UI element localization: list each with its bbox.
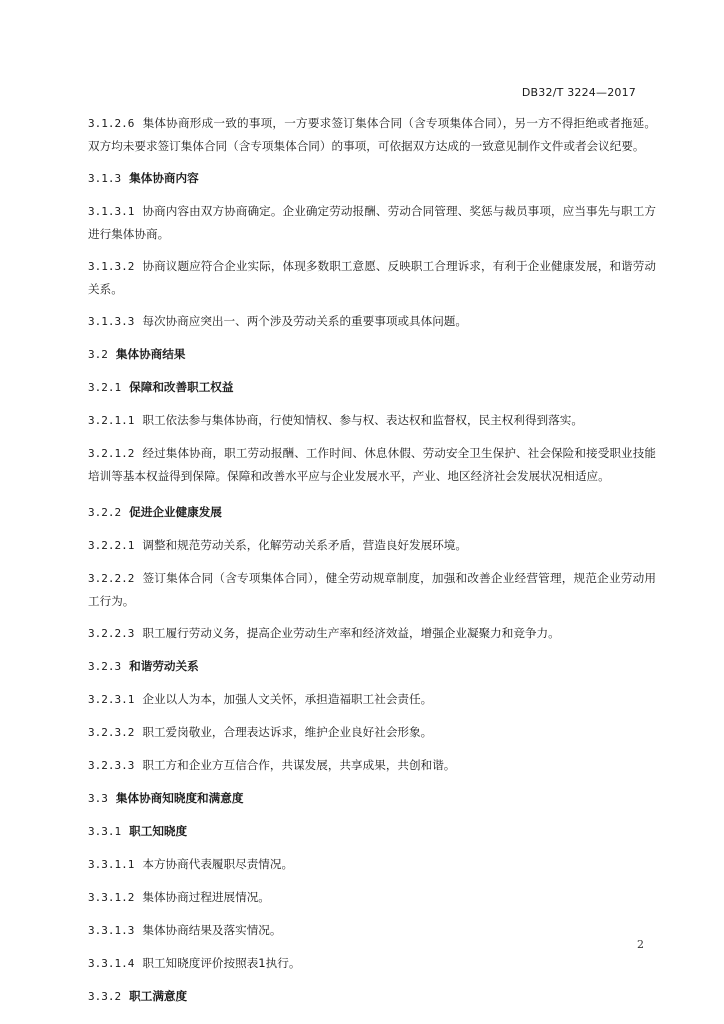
clause-text: 本方协商代表履职尽责情况。 (142, 857, 294, 871)
clause-3-2-1-1 (88, 409, 656, 432)
document-body (88, 112, 656, 1018)
clause-text: 调整和规范劳动关系，化解劳动关系矛盾，营造良好发展环境。 (142, 538, 467, 552)
heading-3-1-3 (88, 167, 656, 190)
clause-number: 3.1.2.6 (88, 117, 135, 130)
clause-number: 3.3.1.3 (88, 924, 135, 937)
clause-text: 职工履行劳动义务，提高企业劳动生产率和经济效益，增强企业凝聚力和竞争力。 (142, 626, 560, 640)
clause-3-1-3-1 (88, 200, 656, 245)
clause-number: 3.2.3.1 (88, 693, 135, 706)
heading-text: 促进企业健康发展 (129, 505, 222, 519)
heading-number: 3.2.3 (88, 660, 122, 673)
heading-3-3-2 (88, 985, 656, 1008)
clause-number: 3.1.3.1 (88, 205, 135, 218)
clause-number: 3.1.3.2 (88, 260, 135, 273)
clause-number: 3.2.2.1 (88, 539, 135, 552)
clause-3-1-3-3 (88, 310, 656, 333)
document-code: DB32/T 3224—2017 (521, 86, 636, 99)
clause-text: 经过集体协商，职工劳动报酬、工作时间、休息休假、劳动安全卫生保护、社会保险和接受职业技能培训等基本权益得到保障。保障和改善水平应与企业发展水平，产业、地区经济社会发展状况相适应。 (88, 446, 656, 483)
heading-number: 3.3 (88, 792, 108, 805)
clause-number: 3.2.1.1 (88, 414, 135, 427)
page-number: 2 (637, 938, 644, 951)
clause-text: 集体协商过程进展情况。 (142, 890, 270, 904)
heading-text: 保障和改善职工权益 (129, 380, 234, 394)
heading-text: 集体协商知晓度和满意度 (115, 791, 244, 805)
heading-text: 集体协商结果 (115, 347, 186, 361)
heading-number: 3.3.1 (88, 825, 122, 838)
clause-3-1-2-6 (88, 112, 656, 157)
heading-text: 集体协商内容 (129, 171, 199, 185)
clause-3-3-1-2 (88, 886, 656, 909)
clause-number: 3.2.2.2 (88, 572, 135, 585)
heading-text: 职工满意度 (129, 989, 188, 1003)
clause-text: 集体协商形成一致的事项，一方要求签订集体合同（含专项集体合同），另一方不得拒绝或者拖延。双方均未要求签订集体合同（含专项集体合同）的事项，可依据双方达成的一致意见制作文件或者会议纪要。 (88, 116, 656, 153)
clause-text: 集体协商结果及落实情况。 (142, 923, 282, 937)
heading-text: 和谐劳动关系 (129, 659, 199, 673)
heading-number: 3.3.2 (88, 990, 122, 1003)
clause-number: 3.2.2.3 (88, 627, 135, 640)
heading-3-3-1 (88, 820, 656, 843)
clause-3-2-2-3 (88, 622, 656, 645)
clause-3-2-3-2 (88, 721, 656, 744)
clause-text: 协商内容由双方协商确定。企业确定劳动报酬、劳动合同管理、奖惩与裁员事项，应当事先与职工方进行集体协商。 (88, 204, 656, 241)
clause-3-2-2-1 (88, 534, 656, 557)
heading-number: 3.2 (88, 348, 108, 361)
clause-number: 3.2.3.3 (88, 759, 135, 772)
clause-3-3-1-4 (88, 952, 656, 975)
clause-3-2-2-2 (88, 567, 656, 612)
clause-text: 职工知晓度评价按照表1执行。 (142, 956, 301, 970)
clause-text: 职工方和企业方互信合作，共谋发展，共享成果，共创和谐。 (142, 758, 456, 772)
clause-3-2-3-3 (88, 754, 656, 777)
clause-text: 签订集体合同（含专项集体合同），健全劳动规章制度，加强和改善企业经营管理，规范企业劳动用工行为。 (88, 571, 656, 608)
heading-3-2-1 (88, 376, 656, 399)
clause-text: 协商议题应符合企业实际，体现多数职工意愿、反映职工合理诉求，有利于企业健康发展，和谐劳动关系。 (88, 259, 656, 296)
clause-number: 3.1.3.3 (88, 315, 135, 328)
heading-number: 3.1.3 (88, 172, 122, 185)
heading-number: 3.2.1 (88, 381, 122, 394)
clause-3-2-1-2 (88, 442, 656, 487)
heading-text: 职工知晓度 (129, 824, 188, 838)
clause-3-3-1-3 (88, 919, 656, 942)
clause-number: 3.3.1.1 (88, 858, 135, 871)
heading-3-2 (88, 343, 656, 366)
clause-text: 职工爱岗敬业，合理表达诉求，维护企业良好社会形象。 (142, 725, 433, 739)
heading-3-2-3 (88, 655, 656, 678)
clause-text: 每次协商应突出一、两个涉及劳动关系的重要事项或具体问题。 (142, 314, 467, 328)
clause-text: 职工依法参与集体协商，行使知情权、参与权、表达权和监督权，民主权利得到落实。 (142, 413, 583, 427)
heading-3-3 (88, 787, 656, 810)
clause-3-2-3-1 (88, 688, 656, 711)
clause-text: 企业以人为本，加强人文关怀，承担造福职工社会责任。 (142, 692, 433, 706)
heading-3-2-2 (88, 501, 656, 524)
clause-3-3-1-1 (88, 853, 656, 876)
clause-3-1-3-2 (88, 255, 656, 300)
clause-number: 3.2.3.2 (88, 726, 135, 739)
clause-number: 3.2.1.2 (88, 447, 135, 460)
clause-number: 3.3.1.4 (88, 957, 135, 970)
clause-number: 3.3.1.2 (88, 891, 135, 904)
heading-number: 3.2.2 (88, 506, 122, 519)
